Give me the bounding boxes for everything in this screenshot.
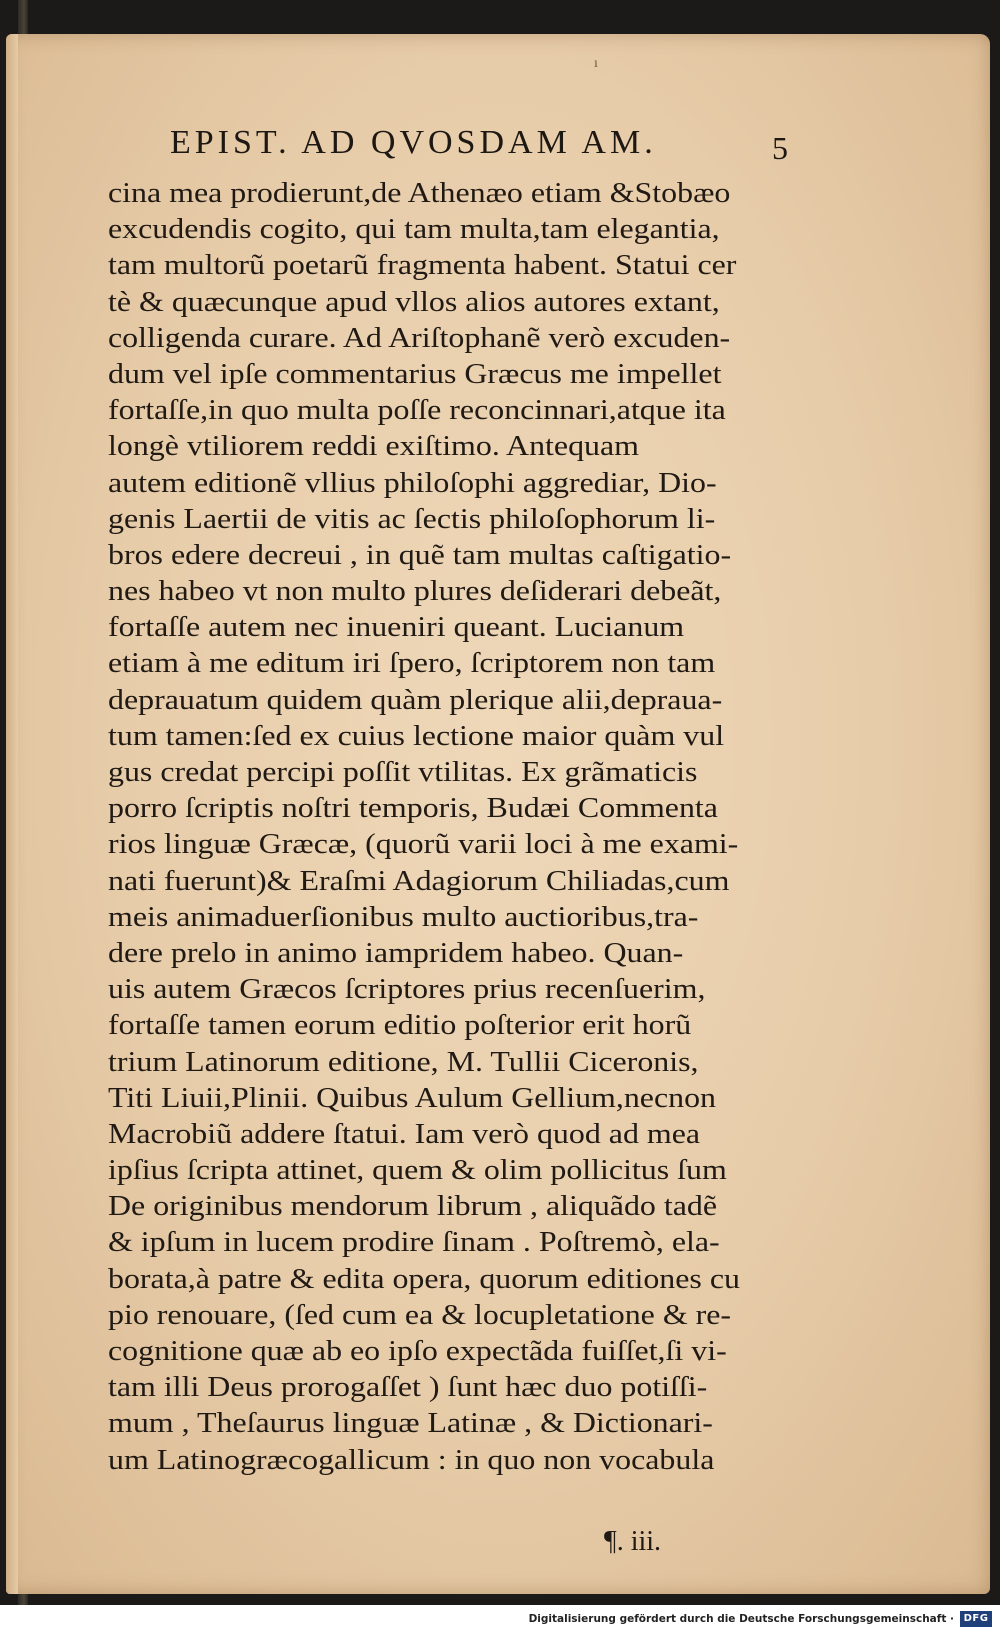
dfg-logo: DFG <box>960 1611 992 1627</box>
text-line: genis Laertii de vitis ac ſectis philoſophorum li- <box>108 503 716 535</box>
text-line: trium Latinorum editione, M. Tullii Ciceronis, <box>108 1046 699 1078</box>
page-gutter-edge <box>6 34 18 1594</box>
text-line: cina mea prodierunt,de Athenæo etiam &Stobæo <box>108 178 731 209</box>
text-line: longè vtiliorem reddi exiſtimo. Antequam <box>108 431 640 463</box>
text-line: fortaſſe,in quo multa poſſe reconcinnari,atque ita <box>108 395 726 427</box>
text-line: fortaſſe tamen eorum editio poſterior erit horũ <box>108 1010 692 1042</box>
text-line: ipſius ſcripta attinet, quem & olim pollicitus ſum <box>108 1155 727 1187</box>
text-line: bros edere decreui , in quẽ tam multas caſtigatio- <box>108 539 732 571</box>
running-head: EPIST. AD QVOSDAM AM. <box>170 124 657 161</box>
text-line: gus credat percipi poſſit vtilitas. Ex grãmaticis <box>108 757 698 788</box>
text-line: nes habeo vt non multo plures deſiderari debeãt, <box>108 576 722 608</box>
signature-mark: ¶. iii. <box>604 1526 662 1557</box>
text-line: autem editionẽ vllius philoſophi aggrediar, Dio- <box>108 467 717 499</box>
text-line: Titi Liuii,Plinii. Quibus Aulum Gellium,necnon <box>108 1082 717 1114</box>
text-line: tam multorũ poetarũ fragmenta habent. Statui cer <box>108 250 737 282</box>
text-line: dere prelo in animo iampridem habeo. Quan- <box>108 937 684 969</box>
text-line: porro ſcriptis noſtri temporis, Budæi Commenta <box>108 793 718 825</box>
text-line: nati fuerunt)& Eraſmi Adagiorum Chiliadas,cum <box>108 865 730 897</box>
text-line: rios linguæ Græcæ, (quorũ varii loci à me exami- <box>108 829 739 861</box>
text-line: tam illi Deus prorogaſſet ) ſunt hæc duo potiſſi- <box>108 1372 708 1404</box>
text-line: pio renouare, (ſed cum ea & locupletatione & re- <box>108 1299 732 1331</box>
text-line: etiam à me editum iri ſpero, ſcriptorem non tam <box>108 648 716 680</box>
text-line: deprauatum quidem quàm plerique alii,deprauа- <box>108 684 723 716</box>
footer-bar <box>0 1605 1000 1637</box>
text-line: borata,à patre & edita opera, quorum editiones cu <box>108 1263 740 1295</box>
funding-credit: Digitalisierung gefördert durch die Deutsche Forschungsgemeinschaft · <box>528 1613 954 1625</box>
text-line: tum tamen:ſed ex cuius lectione maior quàm vul <box>108 720 725 752</box>
text-line: um Latinogræcogallicum : in quo non vocabula <box>108 1444 715 1476</box>
text-line: De originibus mendorum librum , aliquãdo tadẽ <box>108 1191 718 1223</box>
page-number: 5 <box>772 130 788 166</box>
text-line: mum , Theſaurus linguæ Latinæ , & Dictionari- <box>108 1408 713 1440</box>
text-line: meis animaduerſionibus multo auctioribus,tra- <box>108 901 699 933</box>
text-line: cognitione quæ ab eo ipſo expectãda fuiſſet,ſi vi- <box>108 1336 727 1367</box>
top-mark: ı <box>594 56 598 71</box>
text-line: tè & quæcunque apud vllos alios autores extant, <box>108 286 720 318</box>
text-line: colligenda curare. Ad Ariſtophanẽ verò excuden- <box>108 322 731 354</box>
text-line: Macrobiũ addere ſtatui. Iam verò quod ad mea <box>108 1118 701 1150</box>
text-line: fortaſſe autem nec inueniri queant. Lucianum <box>108 612 685 644</box>
body-text <box>108 176 808 1479</box>
text-line: excudendis cogito, qui tam multa,tam elegantia, <box>108 214 720 246</box>
text-line: uis autem Græcos ſcriptores prius recenſuerim, <box>108 974 706 1006</box>
text-line: dum vel ipſe commentarius Græcus me impellet <box>108 358 722 390</box>
text-line: & ipſum in lucem prodire ſinam . Poſtremò, ela- <box>108 1227 720 1259</box>
